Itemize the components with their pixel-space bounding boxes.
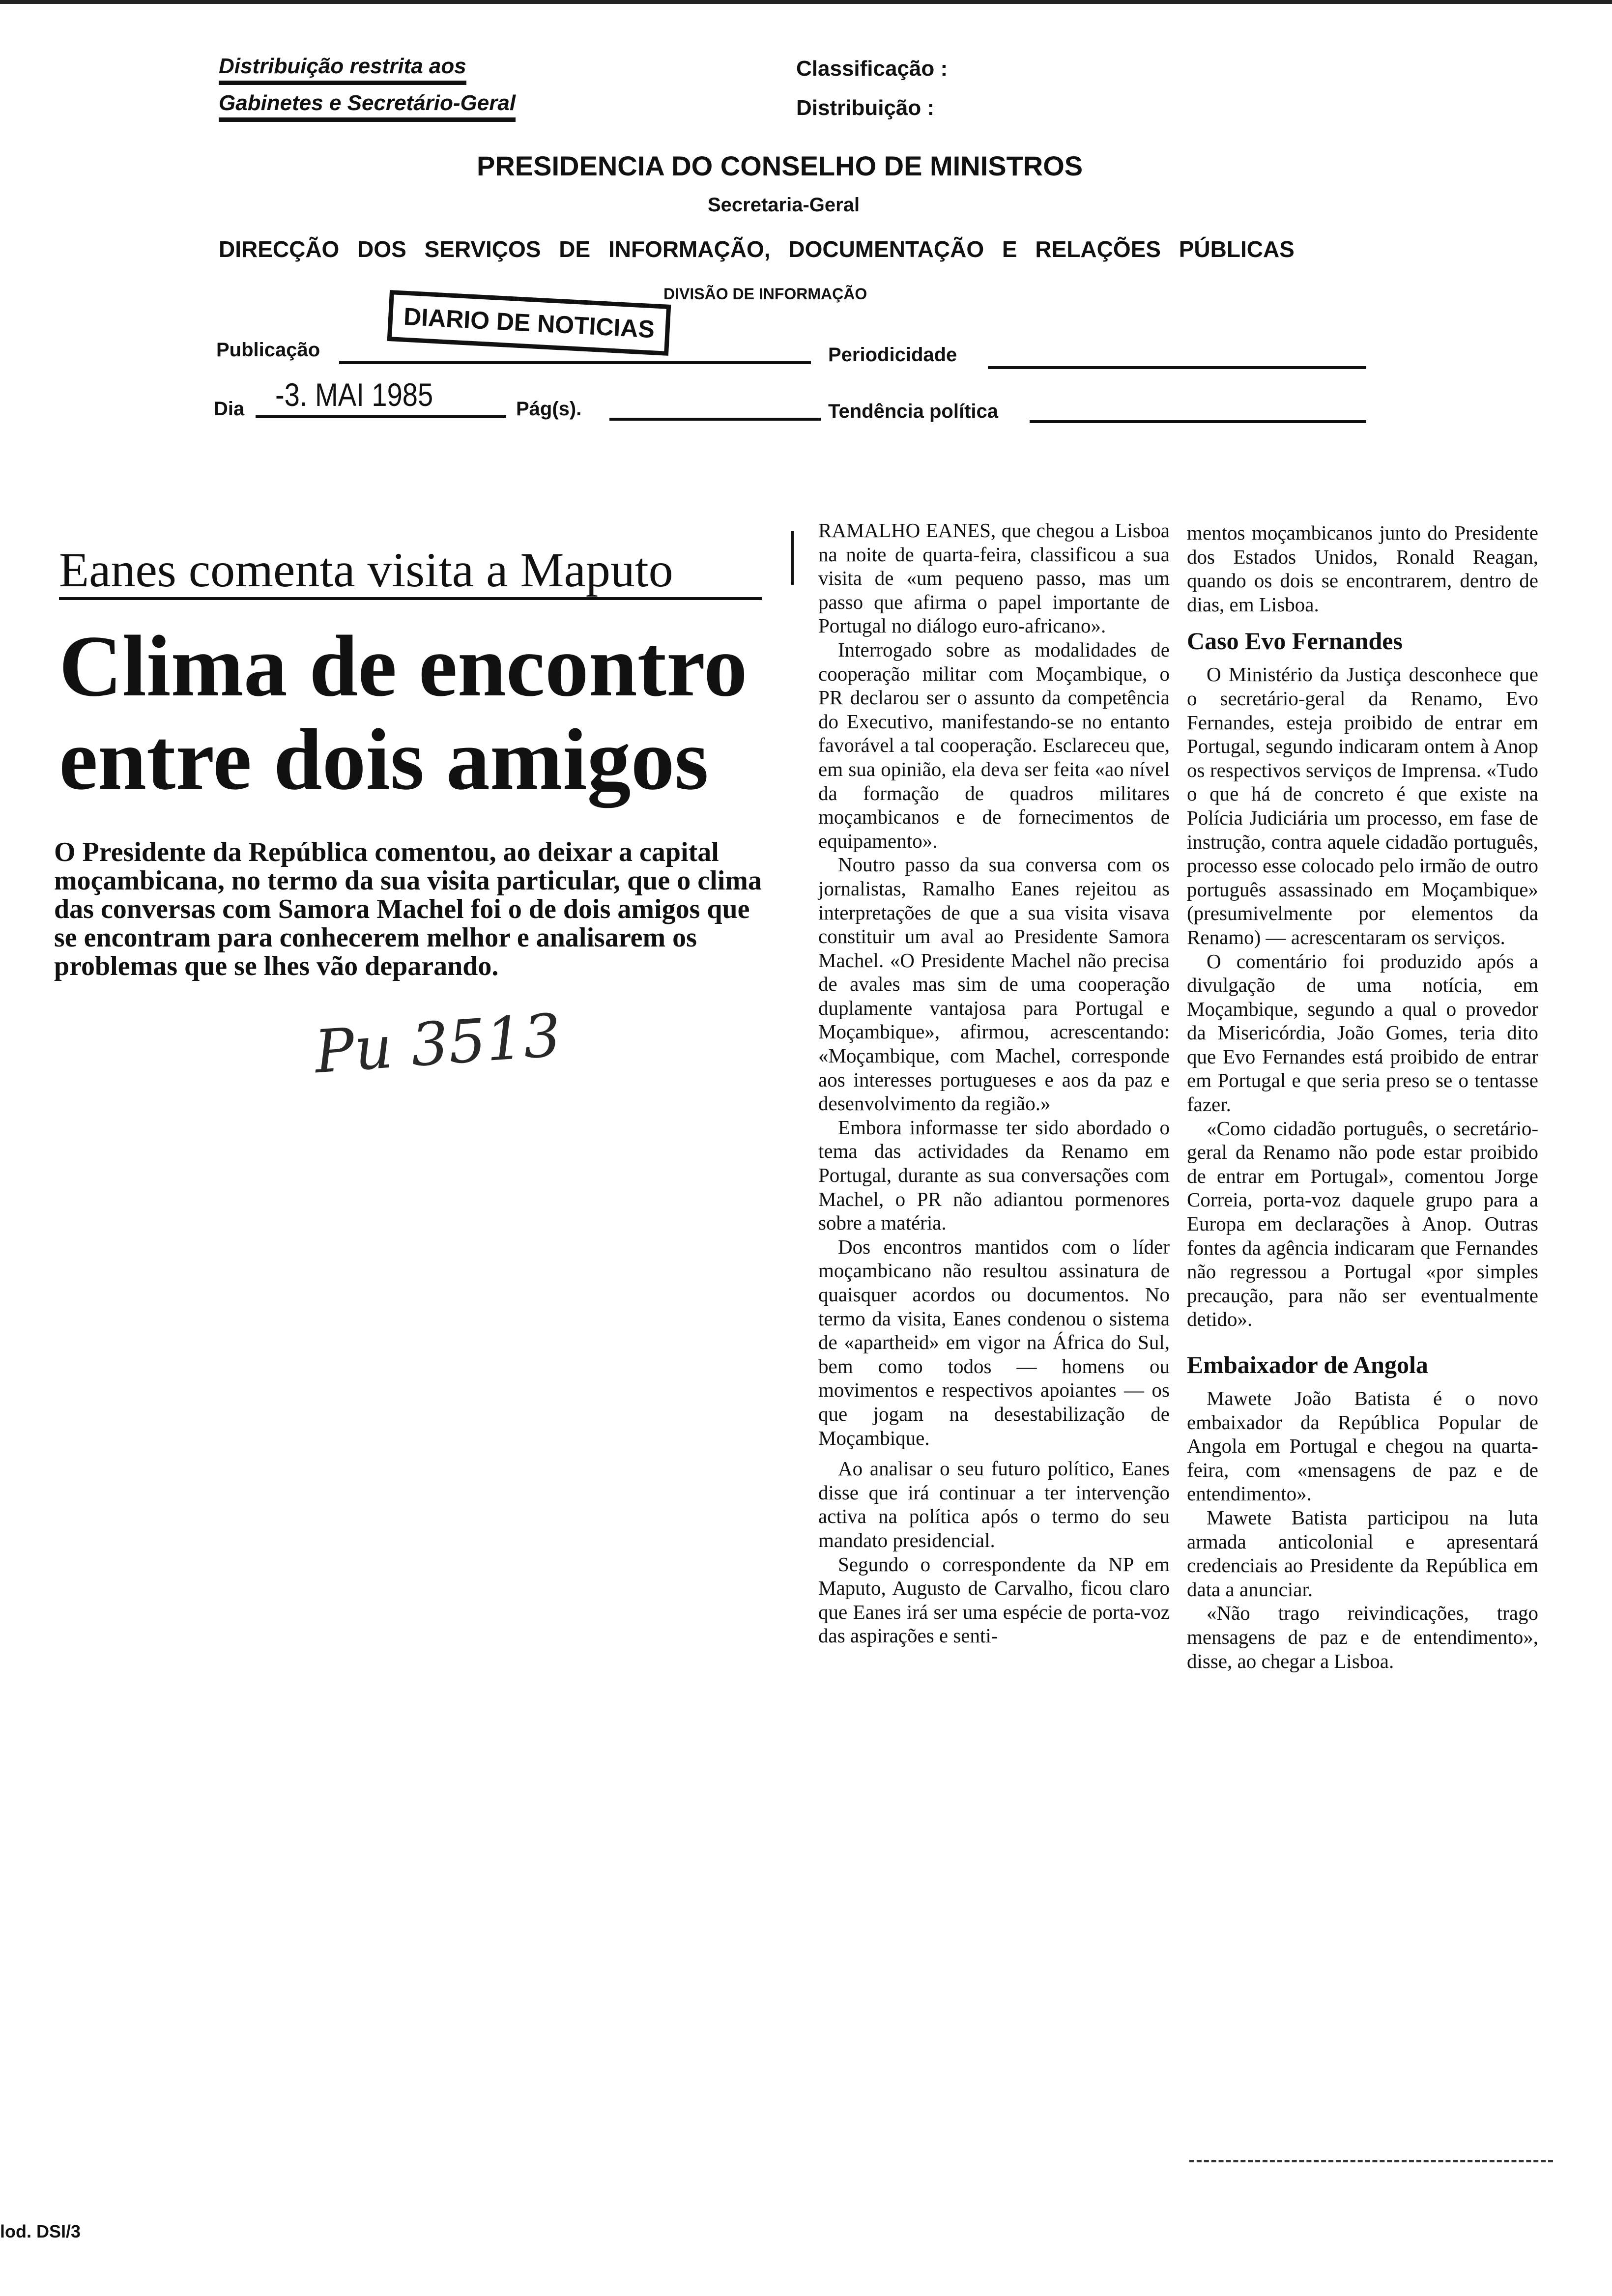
paragraph: Segundo o correspondente da NP em Maputo, Augusto de Carvalho, ficou claro que Eanes irá ser uma espécie de porta-voz das aspirações e senti- xyxy=(818,1552,1170,1647)
headline-line1: Clima de encontro xyxy=(59,617,748,715)
direction-title: DIRECÇÃO DOS SERVIÇOS DE INFORMAÇÃO, DOCUMENTAÇÃO E RELAÇÕES PÚBLICAS xyxy=(219,236,1295,262)
paragraph: Dos encontros mantidos com o líder moçambicano não resultou assinatura de quaisquer acordos ou documentos. No termo da visita, Eanes condenou o sistema de «apartheid» em vigor na África do Sul, bem como todos — homens ou movimentos e respectivos apoiantes — os que jogam na desestabilização de Moçambique. xyxy=(818,1235,1170,1449)
periodicity-field-line xyxy=(988,366,1366,369)
paragraph: Embora informasse ter sido abordado o tema das actividades da Renamo em Portugal, durante as sua conversações com Machel, o PR não adiantou pormenores sobre a matéria. xyxy=(818,1116,1170,1234)
restricted-distribution-line1: Distribuição restrita aos xyxy=(219,54,466,85)
paragraph: mentos moçambicanos junto do Presidente dos Estados Unidos, Ronald Reagan, quando os dois se encontrarem, dentro de dias, em Lisboa. xyxy=(1187,521,1538,616)
paragraph: Mawete João Batista é o novo embaixador da República Popular de Angola em Portugal e chegou na quarta-feira, com «mensagens de paz e de entendimento». xyxy=(1187,1387,1538,1505)
publication-stamp: DIARIO DE NOTICIAS xyxy=(387,290,671,356)
handwritten-note: Pu 3513 xyxy=(312,1001,563,1087)
paragraph: O Ministério da Justiça desconhece que o secretário-geral da Renamo, Evo Fernandes, esteja proibido de entrar em Portugal, segundo indicaram ontem à Anop os respectivos serviços de Imprensa. «Tudo o que há de concreto é que existe na Polícia Judiciária um processo, em fase de instrução, contra aquele cidadão português, processo esse colocado pelo irmão de outro português assassinado em Moçambique» (presumivelmente por elementos da Renamo) — acrescentaram os serviços. xyxy=(1187,663,1538,948)
column-rule xyxy=(791,531,794,585)
paragraph: O comentário foi produzido após a divulgação de uma notícia, em Moçambique, segundo a qual o provedor da Misericórdia, João Gomes, teria dito que Evo Fernandes está proibido de entrar em Portugal e que seria preso se o tentasse fazer. xyxy=(1187,949,1538,1116)
day-label: Dia xyxy=(214,398,245,420)
distribution-label: Distribuição : xyxy=(796,96,935,120)
clipping-edge xyxy=(1189,2160,1553,2162)
day-field-line xyxy=(256,415,506,418)
paragraph: «Não trago reivindicações, trago mensagens de paz e de entendimento», disse, ao chegar a Lisboa. xyxy=(1187,1602,1538,1672)
political-tendency-label: Tendência política xyxy=(828,401,998,422)
date-stamp: -3. MAI 1985 xyxy=(275,376,433,413)
publication-field-line xyxy=(339,361,811,364)
pages-field-line xyxy=(609,418,821,421)
political-tendency-field-line xyxy=(1030,420,1366,423)
article-kicker: Eanes comenta visita a Maputo xyxy=(59,543,762,600)
headline-line2: entre dois amigos xyxy=(59,711,709,808)
paragraph: Mawete Batista participou na luta armada anticolonial e apresentará credenciais ao Presidente da República em data a anunciar. xyxy=(1187,1506,1538,1601)
pages-label: Pág(s). xyxy=(516,398,582,420)
form-code: lod. DSI/3 xyxy=(0,2221,81,2241)
paragraph: Ao analisar o seu futuro político, Eanes disse que irá continuar a ter intervenção activa na política após o termo do seu mandato presidencial. xyxy=(818,1457,1170,1551)
section-heading-embaixador-angola: Embaixador de Angola xyxy=(1187,1351,1428,1378)
section-heading-evo-fernandes: Caso Evo Fernandes xyxy=(1187,627,1403,655)
classification-label: Classificação : xyxy=(796,57,948,81)
paragraph: Interrogado sobre as modalidades de cooperação militar com Moçambique, o PR declarou ser o assunto da competência do Executivo, manifestando-se no entanto favorável a tal cooperação. Esclareceu que, em sua opinião, ela deva ser feita «ao nível da formação de quadros militares moçambicanos e de fornecimentos de equipamento». xyxy=(818,638,1170,852)
restricted-distribution-line2: Gabinetes e Secretário-Geral xyxy=(219,91,516,122)
scan-edge xyxy=(0,0,1612,4)
publication-label: Publicação xyxy=(216,339,320,361)
division-title: DIVISÃO DE INFORMAÇÃO xyxy=(663,285,867,303)
paragraph: «Como cidadão português, o secretário-geral da Renamo não pode estar proibido de entrar em Portugal», comentou Jorge Correia, porta-voz daquele grupo para a Europa em declarações à Anop. Outras fontes da agência indicaram que Fernandes não regressou a Portugal «por simples precaução, para não ser eventualmente detido». xyxy=(1187,1117,1538,1331)
periodicity-label: Periodicidade xyxy=(828,344,957,366)
article-lede: O Presidente da República comentou, ao deixar a capital moçambicana, no termo da sua visita particular, que o clima das conversas com Samora Machel foi o de dois amigos que se encontram para conhecerem melhor e analisarem os problemas que se lhes vão deparando. xyxy=(54,837,762,981)
article-column-2 xyxy=(818,518,1170,1648)
paragraph: RAMALHO EANES, que chegou a Lisboa na noite de quarta-feira, classificou a sua visita de «um pequeno passo, mas um passo que afirma o papel importante de Portugal no diálogo euro-africano». xyxy=(818,519,1170,637)
article-column-3 xyxy=(1187,521,1538,1673)
org-subtitle: Secretaria-Geral xyxy=(708,194,860,216)
paragraph: Noutro passo da sua conversa com os jornalistas, Ramalho Eanes rejeitou as interpretações de que a sua visita visava constituir um aval ao Presidente Samora Machel. «O Presidente Machel não precisa de avales mas sim de uma cooperação duplamente vantajosa para Portugal e Moçambique», afirmou, acrescentando: «Moçambique, com Machel, corresponde aos interesses portugueses e aos da paz e desenvolvimento da região.» xyxy=(818,853,1170,1115)
org-title: PRESIDENCIA DO CONSELHO DE MINISTROS xyxy=(477,150,1083,181)
